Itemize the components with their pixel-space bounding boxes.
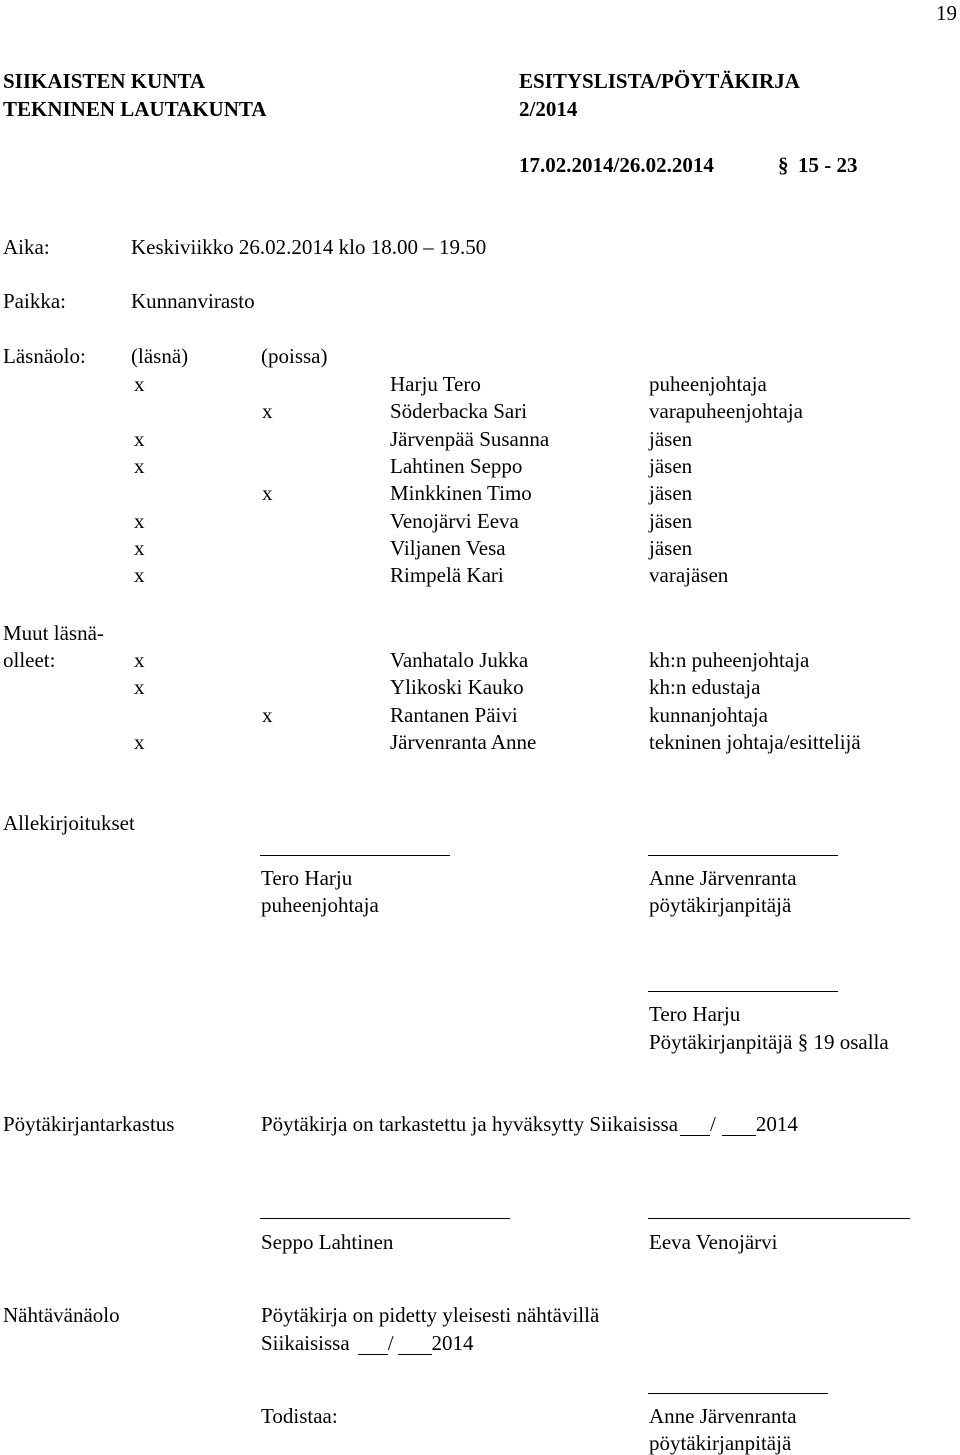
review-text-prefix: Pöytäkirja on tarkastettu ja hyväksytty Siikaisissa xyxy=(261,1112,679,1136)
certifier-name: Anne Järvenranta xyxy=(649,1404,797,1428)
person-role: kh:n edustaja xyxy=(649,675,761,700)
present-mark: x xyxy=(134,729,145,754)
review-month-blank xyxy=(722,1114,756,1136)
place-label: Paikka: xyxy=(3,289,66,313)
absent-header: (poissa) xyxy=(261,344,328,368)
person-role: kunnanjohtaja xyxy=(649,702,768,727)
person-role: jäsen xyxy=(649,481,693,506)
review-day-blank xyxy=(680,1114,710,1136)
present-mark: x xyxy=(134,453,145,478)
absent-mark: x xyxy=(262,399,273,424)
present-mark: x xyxy=(134,426,145,451)
person-name: Rimpelä Kari xyxy=(390,563,504,588)
checker1-name: Seppo Lahtinen xyxy=(261,1230,394,1254)
person-role: tekninen johtaja/esittelijä xyxy=(649,729,861,754)
certify-label: Todistaa: xyxy=(261,1404,338,1428)
signature-line-right xyxy=(648,855,838,856)
checker2-line xyxy=(648,1218,910,1219)
person-name: Minkkinen Timo xyxy=(390,481,532,506)
absent-mark: x xyxy=(262,702,273,727)
page-number: 19 xyxy=(936,1,957,25)
time-value: Keskiviikko 26.02.2014 klo 18.00 – 19.50 xyxy=(131,235,487,259)
signer-left-title: puheenjohtaja xyxy=(261,893,379,917)
signer-left-name: Tero Harju xyxy=(261,866,353,890)
certifier-title: pöytäkirjanpitäjä xyxy=(649,1431,792,1455)
person-name: Järvenranta Anne xyxy=(390,729,537,754)
person-name: Ylikoski Kauko xyxy=(390,675,524,700)
absent-mark: x xyxy=(262,481,273,506)
signer-extra-title xyxy=(649,1032,889,1053)
review-label: Pöytäkirjantarkastus xyxy=(3,1112,175,1136)
doc-number: 2/2014 xyxy=(519,97,578,121)
person-role: varapuheenjohtaja xyxy=(649,399,803,424)
section-sign: § xyxy=(797,1030,809,1054)
certifier-line xyxy=(648,1393,828,1394)
display-year: 2014 xyxy=(431,1331,474,1355)
signer-right-title: pöytäkirjanpitäjä xyxy=(649,893,792,917)
person-role: puheenjohtaja xyxy=(649,372,767,396)
org-name: SIIKAISTEN KUNTA xyxy=(3,69,206,93)
checker2-name: Eeva Venojärvi xyxy=(649,1230,778,1254)
present-mark: x xyxy=(134,675,145,700)
present-mark: x xyxy=(134,648,145,672)
signature-line-left xyxy=(260,855,450,856)
display-label: Nähtävänäolo xyxy=(3,1303,120,1327)
person-name: Vanhatalo Jukka xyxy=(390,648,529,672)
person-name: Venojärvi Eeva xyxy=(390,508,519,533)
signer-right-name: Anne Järvenranta xyxy=(649,866,797,890)
doc-type: ESITYSLISTA/PÖYTÄKIRJA xyxy=(519,69,800,93)
meeting-dates: 17.02.2014/26.02.2014 xyxy=(519,153,714,177)
display-slash: / xyxy=(387,1331,394,1355)
person-role: kh:n puheenjohtaja xyxy=(649,648,810,672)
person-role: jäsen xyxy=(649,508,693,533)
person-role: jäsen xyxy=(649,426,693,451)
time-label: Aika: xyxy=(3,235,50,259)
signer-extra-name: Tero Harju xyxy=(649,1002,741,1026)
person-name: Lahtinen Seppo xyxy=(390,453,523,478)
signer-extra-title-suffix: 19 osalla xyxy=(813,1030,889,1054)
person-name: Järvenpää Susanna xyxy=(390,426,550,451)
place-value: Kunnanvirasto xyxy=(131,289,255,313)
present-mark: x xyxy=(134,535,145,560)
review-text xyxy=(261,1114,798,1136)
section-range: 15 - 23 xyxy=(798,153,858,177)
display-text: Pöytäkirja on pidetty yleisesti nähtävillä xyxy=(261,1303,600,1327)
signer-extra-title-prefix: Pöytäkirjanpitäjä xyxy=(649,1030,793,1054)
signature-line-extra xyxy=(648,991,838,992)
present-mark: x xyxy=(134,563,145,588)
others-label-line2: olleet: xyxy=(3,648,56,672)
others-label-line1: Muut läsnä- xyxy=(3,621,104,645)
section-sign: § xyxy=(778,153,789,177)
display-place-name: Siikaisissa xyxy=(261,1331,350,1355)
board-name: TEKNINEN LAUTAKUNTA xyxy=(3,97,267,121)
review-slash: / xyxy=(710,1112,716,1136)
person-name: Viljanen Vesa xyxy=(390,535,506,560)
person-name: Harju Tero xyxy=(390,372,481,396)
person-role: jäsen xyxy=(649,535,693,560)
person-role: varajäsen xyxy=(649,563,729,588)
display-month-blank xyxy=(398,1333,432,1355)
present-mark: x xyxy=(134,372,145,396)
present-mark: x xyxy=(134,508,145,533)
signatures-label: Allekirjoitukset xyxy=(3,811,135,835)
person-name: Rantanen Päivi xyxy=(390,702,518,727)
display-day-blank xyxy=(358,1333,388,1355)
present-header: (läsnä) xyxy=(131,344,189,368)
display-place xyxy=(261,1333,474,1355)
checker1-line xyxy=(260,1218,510,1219)
review-year: 2014 xyxy=(755,1112,798,1136)
person-name: Söderbacka Sari xyxy=(390,399,528,424)
person-role: jäsen xyxy=(649,453,693,478)
attendance-label: Läsnäolo: xyxy=(3,344,86,368)
